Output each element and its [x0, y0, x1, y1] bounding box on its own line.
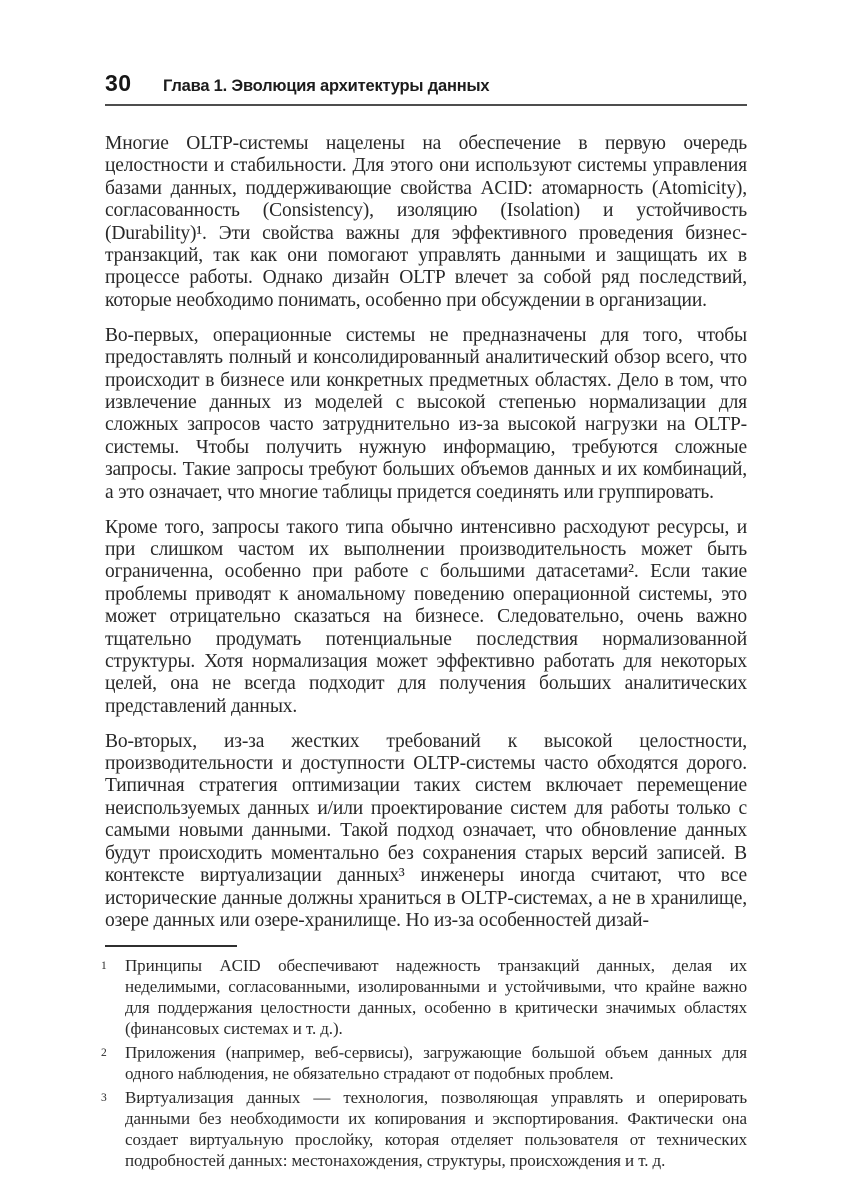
running-head: [105, 0, 747, 97]
footnotes: [101, 955, 747, 1171]
footnote: [99, 955, 747, 1039]
paragraph: Во-вторых, из-за жестких требований к высокой целостности, производительности и доступности OLTP-системы часто обходятся дорого. Типичная стратегия оптимизации таких систем включает перемещение неиспользуемых данных и/или проектирование систем для работы только с самыми новыми данными. Такой подход означает, что обновление данных будут происходить моментально без сохранения старых версий записей. В контексте виртуализации данных³ инженеры иногда считают, что все исторические данные должны храниться в OLTP-системах, а не в хранилище, озере данных или озере-хранилище. Но из-за особенностей дизай-: [105, 730, 747, 931]
footnote-marker: 2: [101, 1046, 107, 1059]
chapter-title: Глава 1. Эволюция архитектуры данных: [163, 77, 490, 95]
paragraph: Кроме того, запросы такого типа обычно интенсивно расходуют ресурсы, и при слишком частом их выполнении производительность может быть ограниченна, особенно при работе с большими датасетами². Если такие проблемы приводят к аномальному поведению операционной системы, это может отрицательно сказаться на бизнесе. Следовательно, очень важно тщательно продумать потенциальные последствия нормализованной структуры. Хотя нормализация может эффективно работать для некоторых целей, она не всегда подходит для получения больших аналитических представлений данных.: [105, 516, 747, 717]
footnote-marker: 1: [101, 959, 107, 972]
page-body: [105, 133, 747, 932]
footnote: [99, 1087, 747, 1171]
footnote-text: Виртуализация данных — технология, позволяющая управлять и оперировать данными без необходимости их копирования и экспортирования. Фактически она создает виртуальную прослойку, которая отделяет пользователя от технических подробностей данных: местонахождения, структуры, происхождения и т. д.: [125, 1087, 747, 1170]
header-rule: [105, 104, 747, 106]
footnote-text: Принципы ACID обеспечивают надежность транзакций данных, делая их неделимыми, согласованными, изолированными и устойчивыми, что крайне важно для поддержания целостности данных, особенно в критически значимых областях (финансовых системах и т. д.).: [125, 955, 747, 1038]
page-number: 30: [105, 70, 132, 96]
paragraph: Во-первых, операционные системы не предназначены для того, чтобы предоставлять полный и консолидированный аналитический обзор всего, что происходит в бизнесе или конкретных предметных областях. Дело в том, что извлечение данных из моделей с высокой степенью нормализации для сложных запросов часто затруднительно из-за высокой нагрузки на OLTP-системы. Чтобы получить нужную информацию, требуются сложные запросы. Такие запросы требуют больших объемов данных и их комбинаций, а это означает, что многие таблицы придется соединять или группировать.: [105, 324, 747, 503]
footnote-separator: [105, 945, 237, 947]
footnote: [99, 1042, 747, 1084]
paragraph: Многие OLTP-системы нацелены на обеспечение в первую очередь целостности и стабильности. Для этого они используют системы управления базами данных, поддерживающие свойства ACID: атомарность (Atomicity), согласованность (Consistency), изоляцию (Isolation) и устойчивость (Durability)¹. Эти свойства важны для эффективного проведения бизнес-транзакций, так как они помогают управлять данными и защищать их в процессе работы. Однако дизайн OLTP влечет за собой ряд последствий, которые необходимо понимать, особенно при обсуждении в организации.: [105, 133, 747, 311]
footnote-marker: 3: [101, 1091, 107, 1104]
footnote-text: Приложения (например, веб-сервисы), загружающие большой объем данных для одного наблюдения, не обязательно страдают от подобных проблем.: [125, 1042, 747, 1083]
